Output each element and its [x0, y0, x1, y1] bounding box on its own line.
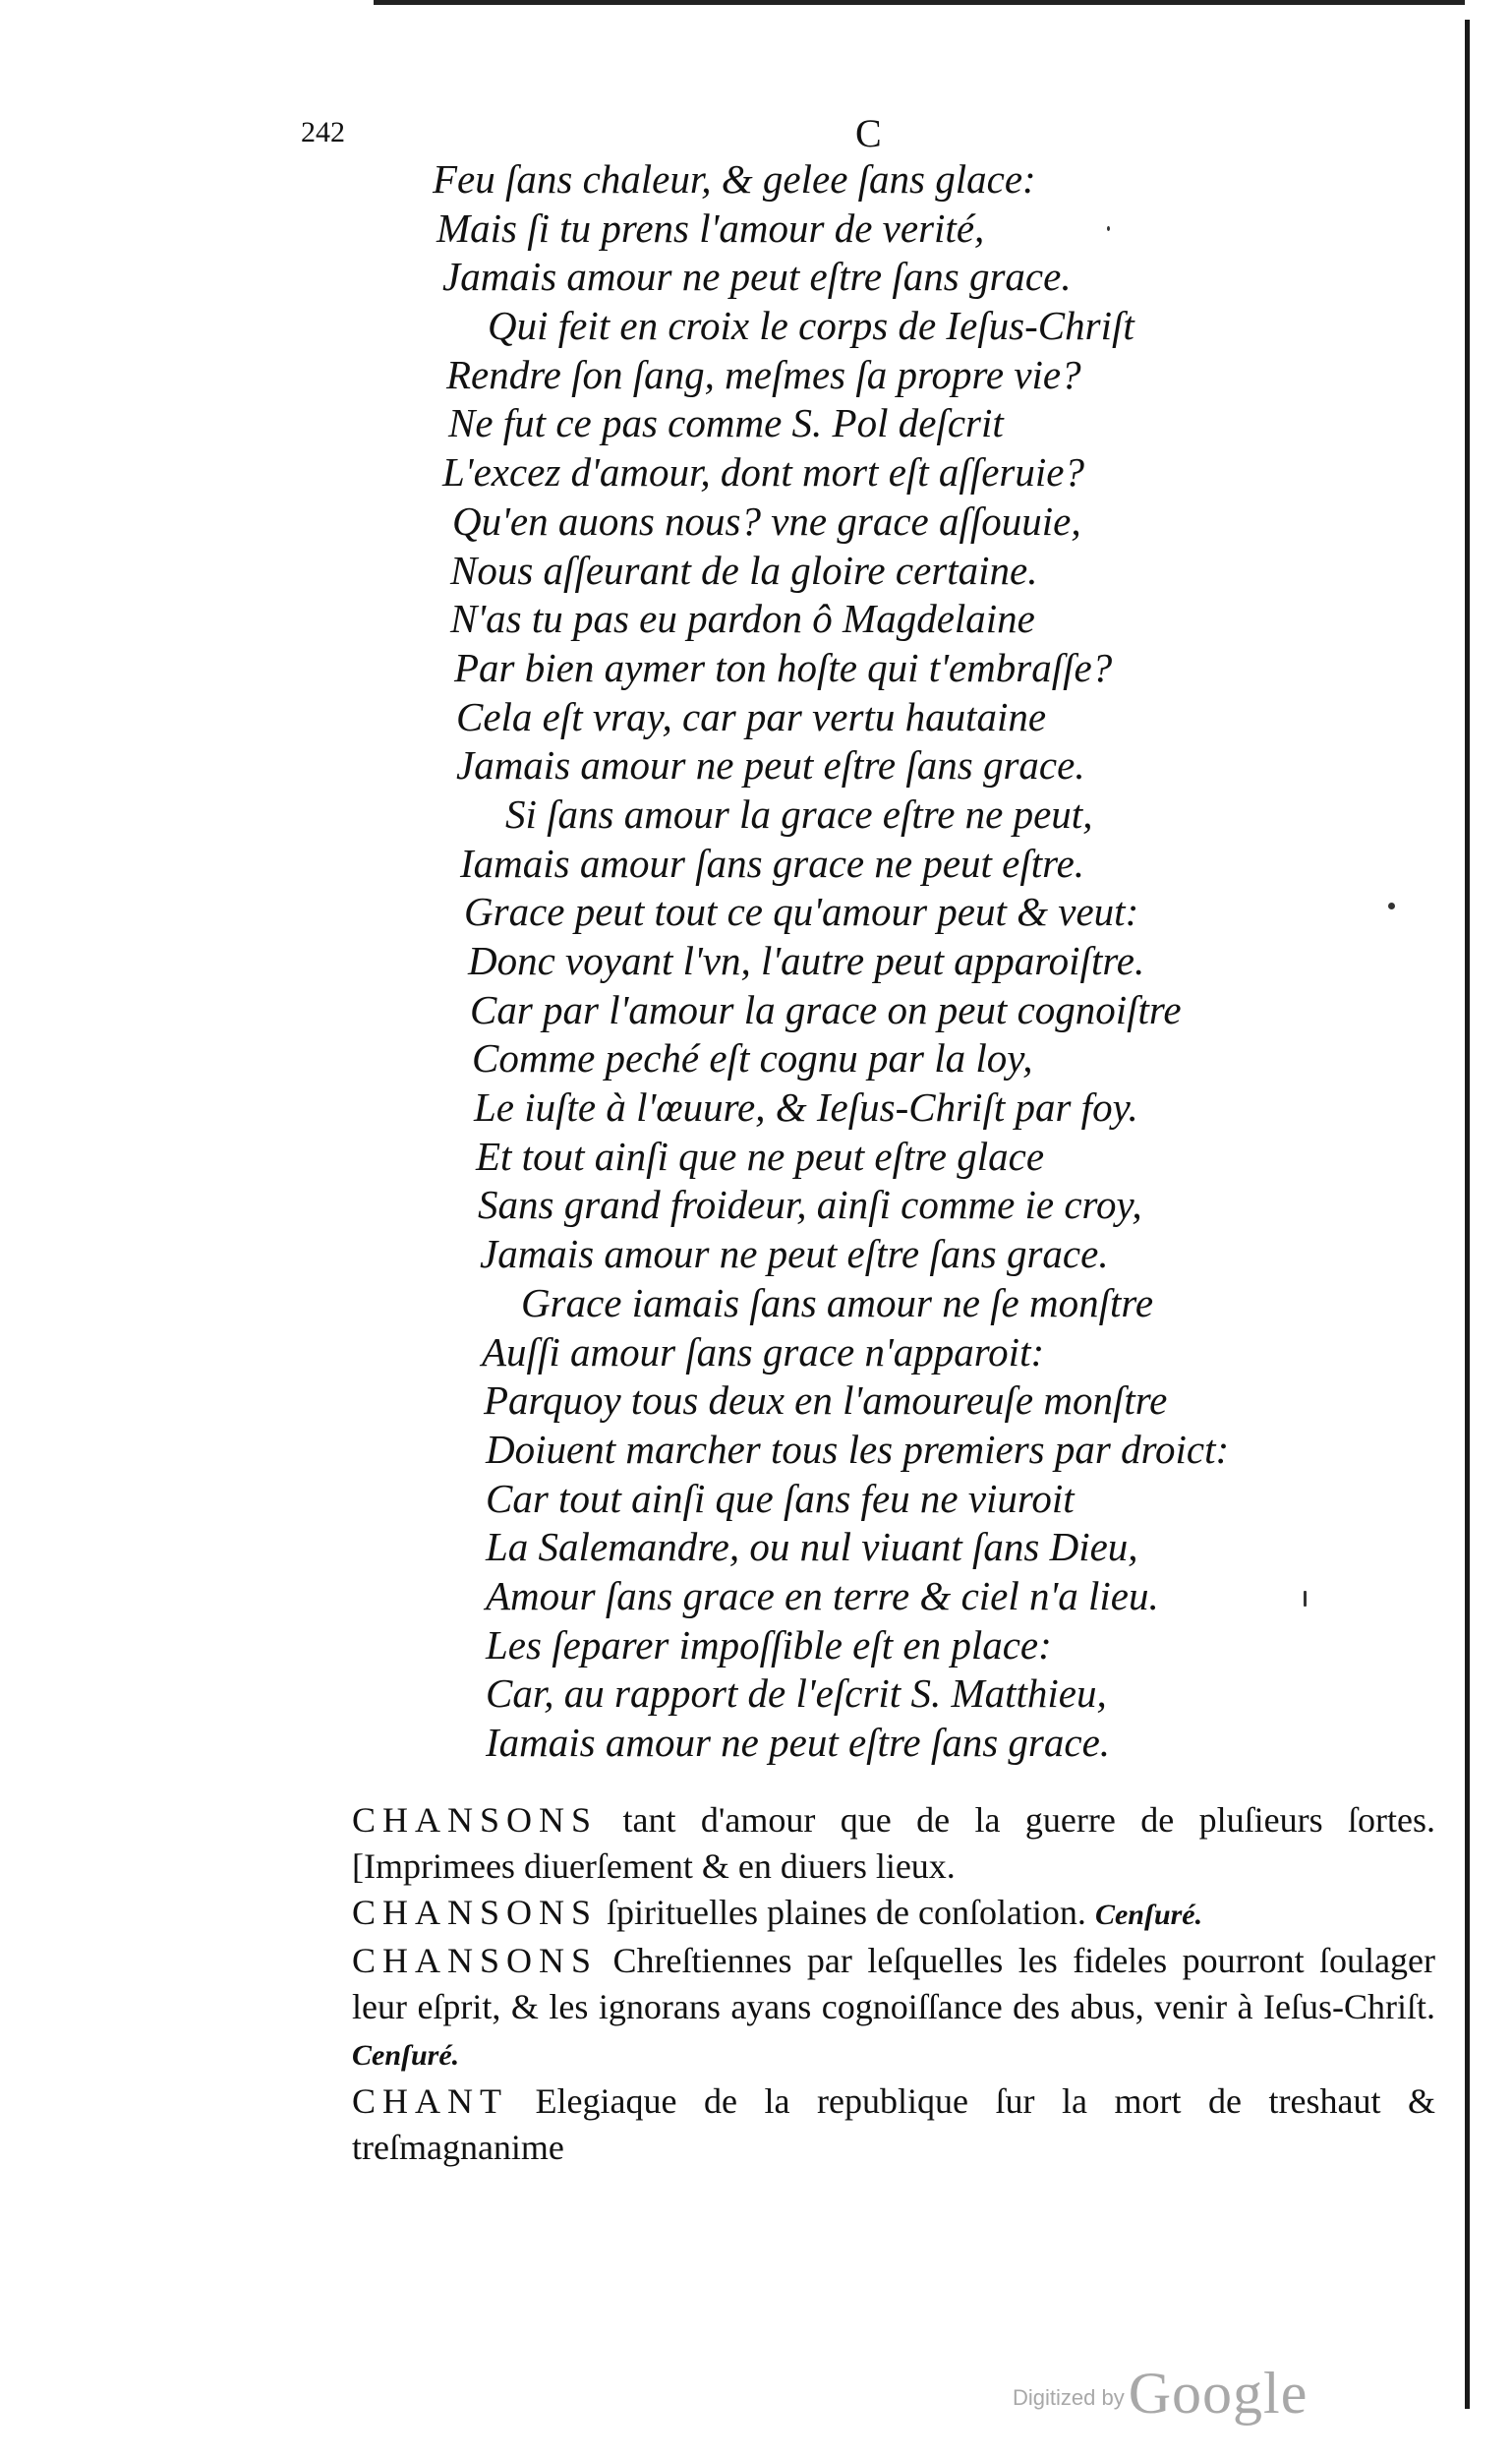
catalog-entry: [344, 2078, 1435, 2171]
entry-heading: CHANT: [352, 2081, 508, 2121]
poem-line: Car tout ainſi que ſans feu ne viuroit: [486, 1475, 1075, 1521]
catalog-entry: [344, 1938, 1435, 2078]
poem-line: L'excez d'amour, dont mort eſt aſſeruie?: [442, 449, 1084, 496]
entry-text: Elegiaque de la republique ſur la mort de treshaut & treſmagnanime: [352, 2081, 1435, 2167]
poem-line: Ne fut ce pas comme S. Pol deſcrit: [448, 400, 1004, 446]
poem-block: [433, 155, 1317, 1768]
poem-line: Parquoy tous deux en l'amoureuſe monſtre: [484, 1377, 1168, 1424]
digitized-by-google-watermark: [1013, 2360, 1308, 2428]
poem-line: Grace iamais ſans amour ne ſe monſtre: [521, 1279, 1154, 1325]
page-top-edge: [374, 0, 1465, 5]
poem-line: Et tout ainſi que ne peut eſtre glace: [476, 1133, 1045, 1179]
ink-speck: [1388, 903, 1395, 909]
poem-line: Par bien aymer ton hoſte qui t'embraſſe?: [454, 644, 1113, 690]
poem-line: Feu ſans chaleur, & gelee ſans glace:: [433, 156, 1036, 202]
ink-speck: [1304, 1591, 1307, 1607]
entry-heading: CHANSONS: [352, 1893, 599, 1932]
poem-line: Jamais amour ne peut eſtre ſans grace.: [456, 742, 1085, 789]
watermark-small-text: Digitized by: [1013, 2385, 1125, 2410]
poem-line: Jamais amour ne peut eſtre ſans grace.: [480, 1231, 1109, 1277]
censure-mark: Cenſuré.: [1094, 1899, 1203, 1931]
poem-line: Si ſans amour la grace eſtre ne peut,: [505, 790, 1093, 837]
entry-text: ſpirituelles plaines de conſolation.: [607, 1893, 1086, 1932]
running-head: C: [855, 111, 882, 155]
poem-line: La Salemandre, ou nul viuant ſans Dieu,: [486, 1524, 1138, 1570]
entry-text: Chreſtiennes par leſquelles les fideles pourront ſoulager leur eſprit, & les ignorans ayans cognoiſſance des abus, venir à Ieſus-Chriſt.: [352, 1941, 1436, 2026]
poem-line: Jamais amour ne peut eſtre ſans grace.: [442, 254, 1072, 300]
censure-mark: Cenſuré.: [352, 2039, 460, 2072]
poem-line: Grace peut tout ce qu'amour peut & veut:: [464, 889, 1139, 935]
entry-text: tant d'amour que de la guerre de pluſieurs ſortes. [Imprimees diuerſement & en diuers lieux.: [352, 1800, 1436, 1886]
poem-line: Car par l'amour la grace on peut cognoiſtre: [470, 986, 1182, 1032]
poem-line: Iamais amour ne peut eſtre ſans grace.: [486, 1720, 1111, 1765]
entry-heading: CHANSONS: [352, 1800, 599, 1840]
poem-line: Iamais amour ſans grace ne peut eſtre.: [460, 840, 1085, 886]
entry-heading: CHANSONS: [352, 1941, 599, 1980]
poem-line: Amour ſans grace en terre & ciel n'a lieu.: [486, 1572, 1159, 1618]
watermark-logo-text: Google: [1128, 2361, 1308, 2426]
catalog-entry: [344, 1797, 1435, 1890]
poem-line: Donc voyant l'vn, l'autre peut apparoiſtre.: [468, 938, 1145, 983]
poem-line: Auſſi amour ſans grace n'apparoit:: [482, 1328, 1045, 1375]
poem-line: Comme peché eſt cognu par la loy,: [472, 1035, 1033, 1082]
poem-line: Sans grand froideur, ainſi comme ie croy,: [478, 1182, 1142, 1228]
poem-line: Cela eſt vray, car par vertu hautaine: [456, 693, 1047, 739]
poem-line: Qui feit en croix le corps de Ieſus-Chriſt: [488, 303, 1134, 349]
poem-line: Rendre ſon ſang, meſmes ſa propre vie?: [446, 351, 1081, 397]
catalog-entry: [344, 1890, 1435, 1938]
page-number: 242: [301, 116, 345, 148]
poem-line: Le iuſte à l'œuure, & Ieſus-Chriſt par foy.: [474, 1084, 1138, 1131]
poem-line: Car, au rapport de l'eſcrit S. Matthieu,: [486, 1670, 1107, 1717]
poem-line: Qu'en auons nous? vne grace aſſouuie,: [452, 497, 1081, 544]
poem-line: Les ſeparer impoſſible eſt en place:: [486, 1621, 1052, 1668]
poem-line: Nous aſſeurant de la gloire certaine.: [450, 547, 1038, 593]
catalog-entries: [344, 1797, 1435, 2171]
page-right-edge: [1465, 20, 1470, 2409]
ink-speck: [1107, 226, 1110, 231]
poem-line: Mais ſi tu prens l'amour de verité,: [436, 205, 985, 251]
poem-line: N'as tu pas eu pardon ô Magdelaine: [450, 596, 1035, 642]
poem-line: Doiuent marcher tous les premiers par droict:: [486, 1426, 1230, 1472]
